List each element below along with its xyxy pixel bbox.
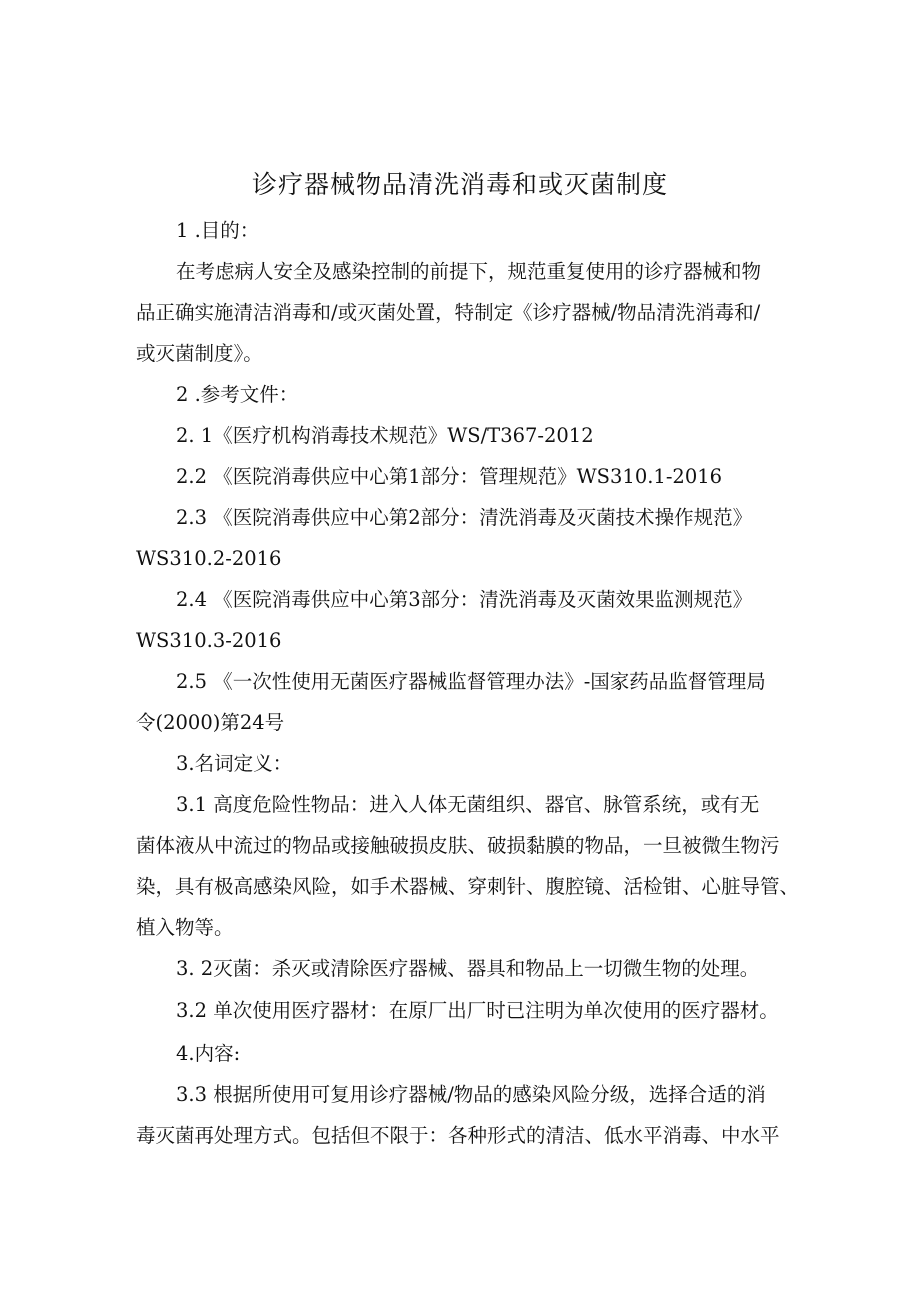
definition-item: 3.2 单次使用医疗器材：在原厂出厂时已注明为单次使用的医疗器材。	[176, 999, 779, 1022]
definition-continuation: 植入物等。	[136, 916, 234, 939]
reference-item-continuation: 令(2000)第24号	[136, 711, 285, 734]
section-4-heading: 4.内容:	[176, 1042, 241, 1065]
definition-continuation: 菌体液从中流过的物品或接触破损皮肤、破损黏膜的物品，一旦被微生物污	[136, 834, 780, 857]
reference-item: 2. 1《医疗机构消毒技术规范》WS/T367-2012	[176, 424, 594, 447]
definition-continuation: 染，具有极高感染风险，如手术器械、穿刺针、腹腔镜、活检钳、心脏导管、	[136, 875, 800, 898]
reference-item-continuation: WS310.3-2016	[136, 629, 282, 652]
document-title: 诊疗器械物品清洗消毒和或灭菌制度	[251, 170, 668, 199]
reference-item-continuation: WS310.2-2016	[136, 547, 282, 570]
definition-item: 3. 2灭菌：杀灭或清除医疗器械、器具和物品上一切微生物的处理。	[176, 957, 760, 980]
reference-item: 2.5 《一次性使用无菌医疗器械监督管理办法》-国家药品监督管理局	[176, 670, 766, 693]
reference-item: 2.2 《医院消毒供应中心第1部分：管理规范》WS310.1-2016	[176, 465, 723, 488]
reference-item: 2.3 《医院消毒供应中心第2部分：清洗消毒及灭菌技术操作规范》	[176, 506, 753, 529]
section-3-heading: 3.名词定义：	[176, 752, 293, 775]
section-2-heading: 2 .参考文件：	[176, 383, 299, 406]
reference-item: 2.4 《医院消毒供应中心第3部分：清洗消毒及灭菌效果监测规范》	[176, 588, 753, 611]
paragraph-line: 品正确实施清洁消毒和/或灭菌处置，特制定《诊疗器械/物品清洗消毒和/	[136, 301, 761, 324]
paragraph-line: 或灭菌制度》。	[136, 342, 263, 365]
content-continuation: 毒灭菌再处理方式。包括但不限于：各种形式的清洁、低水平消毒、中水平	[136, 1124, 780, 1147]
definition-item: 3.1 高度危险性物品：进入人体无菌组织、器官、脉管系统，或有无	[176, 793, 760, 816]
paragraph-line: 在考虑病人安全及感染控制的前提下，规范重复使用的诊疗器械和物	[176, 260, 762, 283]
section-1-heading: 1 .目的：	[176, 219, 260, 242]
content-item: 3.3 根据所使用可复用诊疗器械/物品的感染风险分级，选择合适的消	[176, 1083, 766, 1106]
